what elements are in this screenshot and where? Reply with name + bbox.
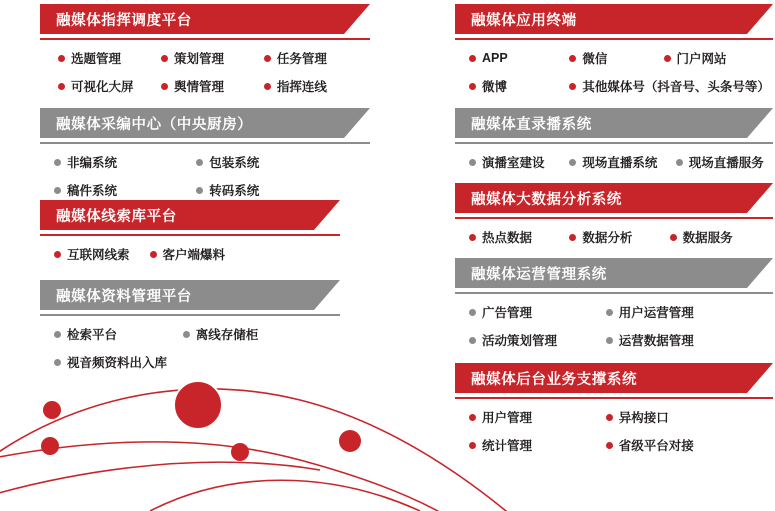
item-label: 用户管理: [482, 411, 533, 425]
list-item[interactable]: [54, 325, 183, 343]
bullet-dot-icon: [196, 159, 203, 166]
bullet-dot-icon: [469, 337, 476, 344]
list-item[interactable]: [196, 153, 354, 171]
item-label: 视音频资料出入库: [67, 356, 168, 370]
bullet-dot-icon: [469, 55, 476, 62]
bullet-dot-icon: [54, 359, 61, 366]
bullet-dot-icon: [54, 159, 61, 166]
bullet-dot-icon: [54, 187, 61, 194]
list-item[interactable]: [264, 49, 367, 67]
group-title: 融媒体指挥调度平台: [56, 12, 192, 29]
bullet-dot-icon: [469, 234, 476, 241]
group-title: 融媒体线索库平台: [56, 208, 177, 225]
list-item[interactable]: [469, 436, 606, 454]
item-label: 用户运营管理: [618, 306, 694, 320]
list-item[interactable]: [183, 325, 326, 343]
list-item[interactable]: [606, 331, 758, 349]
header-underline: [455, 292, 773, 294]
group-header: [40, 200, 340, 230]
group-items: [40, 245, 340, 273]
item-label: 其他媒体号（抖音号、头条号等）: [582, 80, 770, 94]
list-item[interactable]: [58, 49, 161, 67]
list-item[interactable]: [469, 228, 569, 246]
group-items: [455, 153, 773, 181]
bullet-dot-icon: [469, 414, 476, 421]
bullet-dot-icon: [54, 331, 61, 338]
group-items: [455, 49, 773, 105]
item-label: 省级平台对接: [618, 439, 694, 453]
bullet-dot-icon: [264, 83, 271, 90]
bullet-dot-icon: [670, 234, 677, 241]
list-item[interactable]: [670, 228, 770, 246]
list-item[interactable]: [469, 408, 606, 426]
bullet-dot-icon: [569, 83, 576, 90]
group-items: [40, 325, 340, 381]
list-item[interactable]: [54, 245, 130, 263]
list-item[interactable]: [264, 77, 367, 95]
header-underline: [455, 397, 773, 399]
group-header: [455, 183, 773, 213]
item-label: 检索平台: [67, 328, 118, 342]
small-circle-mid: [231, 443, 249, 461]
item-label: 互联网线索: [67, 248, 130, 262]
bullet-dot-icon: [54, 251, 61, 258]
group-backend-support: [455, 363, 773, 464]
group-header: [455, 258, 773, 288]
list-item[interactable]: [676, 153, 770, 171]
bullet-dot-icon: [569, 55, 576, 62]
group-editing-center: [40, 108, 370, 209]
group-asset-management: [40, 280, 340, 381]
group-title: 融媒体后台业务支撑系统: [471, 371, 638, 388]
list-item[interactable]: [469, 77, 569, 95]
item-label: 任务管理: [276, 52, 327, 66]
small-circle-lower-left: [41, 437, 59, 455]
group-title: 融媒体采编中心（中央厨房）: [56, 116, 253, 133]
list-item[interactable]: [196, 181, 354, 199]
bullet-dot-icon: [469, 83, 476, 90]
list-item[interactable]: [569, 77, 770, 95]
group-title: 融媒体直录播系统: [471, 116, 592, 133]
list-item[interactable]: [161, 49, 264, 67]
bullet-dot-icon: [606, 309, 613, 316]
group-items: [40, 49, 370, 105]
item-label: 包装系统: [209, 156, 260, 170]
group-title: 融媒体大数据分析系统: [471, 191, 622, 208]
group-header: [40, 280, 340, 310]
bullet-dot-icon: [676, 159, 683, 166]
group-header: [455, 4, 773, 34]
bullet-dot-icon: [161, 55, 168, 62]
group-app-terminals: [455, 4, 773, 105]
item-label: 数据分析: [582, 231, 633, 245]
item-label: 可视化大屏: [71, 80, 134, 94]
small-circle-right: [339, 430, 361, 452]
item-label: 数据服务: [682, 231, 733, 245]
header-underline: [40, 38, 370, 40]
list-item[interactable]: [606, 303, 758, 321]
item-label: 策划管理: [173, 52, 224, 66]
header-underline: [40, 142, 370, 144]
bullet-dot-icon: [469, 442, 476, 449]
group-live-broadcast: [455, 108, 773, 181]
bullet-dot-icon: [569, 159, 576, 166]
item-label: 微信: [582, 52, 608, 66]
bullet-dot-icon: [161, 83, 168, 90]
item-label: 离线存储柜: [195, 328, 259, 342]
item-label: 非编系统: [67, 156, 118, 170]
item-label: 热点数据: [482, 231, 533, 245]
list-item[interactable]: [54, 153, 196, 171]
list-item[interactable]: [58, 77, 161, 95]
small-circle-left: [43, 401, 61, 419]
item-label: 现场直播服务: [688, 156, 764, 170]
group-operations-management: [455, 258, 773, 359]
bullet-dot-icon: [569, 234, 576, 241]
group-title: 融媒体应用终端: [471, 12, 577, 29]
item-label: 门户网站: [676, 52, 727, 66]
bullet-dot-icon: [606, 337, 613, 344]
group-header: [455, 108, 773, 138]
bullet-dot-icon: [664, 55, 671, 62]
item-label: 异构接口: [618, 411, 669, 425]
list-item[interactable]: [606, 436, 758, 454]
bullet-dot-icon: [606, 414, 613, 421]
bullet-dot-icon: [58, 55, 65, 62]
item-label: 指挥连线: [276, 80, 327, 94]
item-label: 转码系统: [209, 184, 260, 198]
item-label: 微博: [482, 80, 508, 94]
list-item[interactable]: [150, 245, 226, 263]
list-item[interactable]: [469, 331, 606, 349]
list-item[interactable]: [469, 49, 569, 67]
group-items: [455, 303, 773, 359]
group-header: [455, 363, 773, 393]
item-label: 现场直播系统: [582, 156, 658, 170]
header-underline: [40, 234, 340, 236]
header-underline: [455, 217, 773, 219]
list-item[interactable]: [664, 49, 767, 67]
list-item[interactable]: [606, 408, 758, 426]
bullet-dot-icon: [196, 187, 203, 194]
item-label: 选题管理: [71, 52, 122, 66]
item-label: 统计管理: [482, 439, 533, 453]
item-label: 运营数据管理: [618, 334, 694, 348]
list-item[interactable]: [54, 353, 340, 371]
item-label: 稿件系统: [67, 184, 118, 198]
header-underline: [455, 142, 773, 144]
group-header: [40, 108, 370, 138]
item-label: 广告管理: [482, 306, 533, 320]
group-title: 融媒体资料管理平台: [56, 288, 192, 305]
item-label: 活动策划管理: [482, 334, 558, 348]
item-label: 舆情管理: [173, 80, 224, 94]
group-items: [455, 228, 773, 256]
list-item[interactable]: [161, 77, 264, 95]
bullet-dot-icon: [183, 331, 190, 338]
bullet-dot-icon: [606, 442, 613, 449]
group-command-dispatch: [40, 4, 370, 105]
list-item[interactable]: [569, 228, 669, 246]
bullet-dot-icon: [150, 251, 157, 258]
bullet-dot-icon: [469, 159, 476, 166]
group-title: 融媒体运营管理系统: [471, 266, 607, 283]
header-underline: [40, 314, 340, 316]
item-label: 客户端爆料: [162, 248, 226, 262]
bullet-dot-icon: [264, 55, 271, 62]
group-header: [40, 4, 370, 34]
group-items: [455, 408, 773, 464]
list-item[interactable]: [569, 49, 663, 67]
header-underline: [455, 38, 773, 40]
item-label: APP: [482, 51, 508, 65]
group-clue-library: [40, 200, 340, 273]
list-item[interactable]: [469, 303, 606, 321]
item-label: 演播室建设: [482, 156, 545, 170]
group-bigdata-analysis: [455, 183, 773, 256]
bullet-dot-icon: [469, 309, 476, 316]
list-item[interactable]: [569, 153, 675, 171]
bullet-dot-icon: [58, 83, 65, 90]
list-item[interactable]: [469, 153, 569, 171]
list-item[interactable]: [54, 181, 196, 199]
